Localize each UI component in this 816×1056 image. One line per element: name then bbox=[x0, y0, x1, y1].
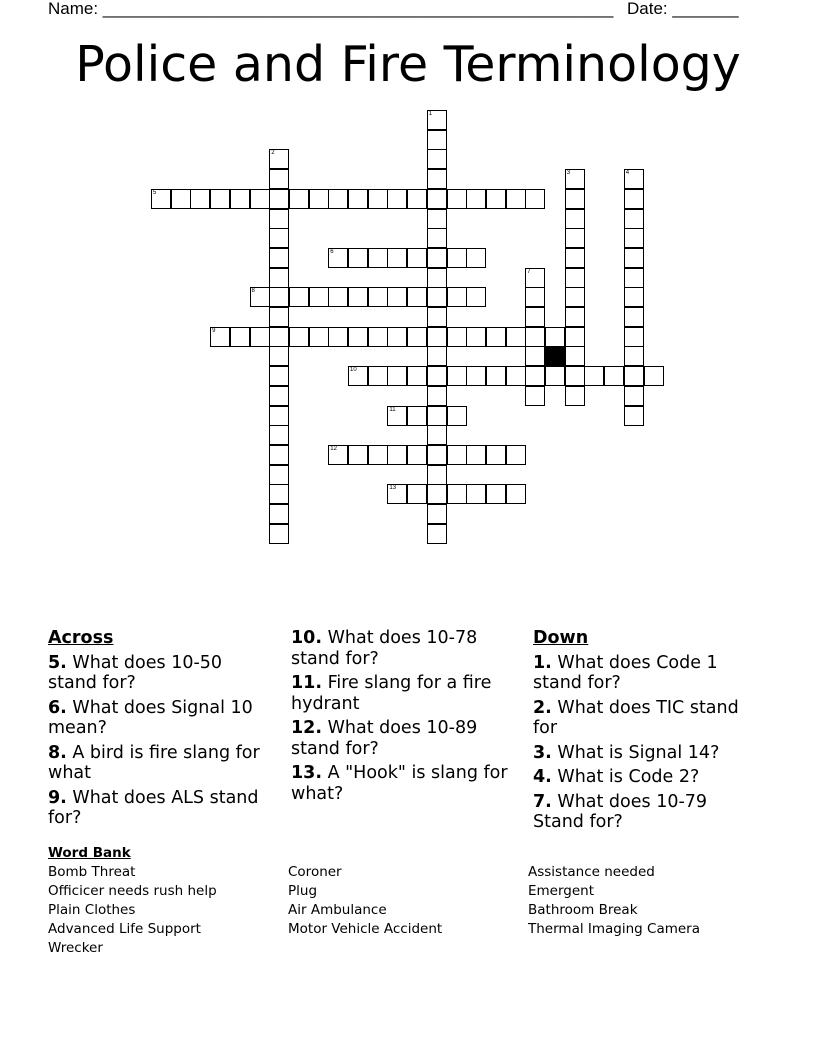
grid-cell[interactable] bbox=[466, 327, 486, 347]
grid-cell[interactable] bbox=[269, 307, 289, 327]
grid-cell[interactable] bbox=[407, 406, 427, 426]
grid-cell[interactable] bbox=[565, 169, 585, 189]
clue-number: 10 bbox=[350, 367, 357, 374]
grid-cell[interactable] bbox=[387, 287, 407, 307]
clue-item-text: What does Signal 10 mean? bbox=[48, 697, 253, 738]
grid-cell[interactable] bbox=[427, 307, 447, 327]
grid-cell[interactable] bbox=[171, 189, 191, 209]
clue-item-number: 8. bbox=[48, 742, 67, 763]
grid-cell[interactable] bbox=[486, 366, 506, 386]
grid-cell[interactable] bbox=[328, 189, 348, 209]
word-bank-item: Assistance needed bbox=[528, 864, 655, 880]
clue-item-text: Fire slang for a fire hydrant bbox=[291, 673, 492, 714]
grid-cell[interactable] bbox=[387, 327, 407, 347]
grid-cell[interactable] bbox=[427, 189, 447, 209]
grid-cell[interactable] bbox=[269, 386, 289, 406]
grid-cell[interactable] bbox=[230, 327, 250, 347]
grid-cell[interactable] bbox=[309, 327, 329, 347]
grid-cell[interactable] bbox=[427, 524, 447, 544]
grid-cell[interactable] bbox=[486, 189, 506, 209]
grid-cell[interactable] bbox=[269, 425, 289, 445]
word-bank-item: Motor Vehicle Accident bbox=[288, 921, 443, 937]
clue-number: 9 bbox=[212, 327, 216, 334]
grid-cell[interactable] bbox=[427, 327, 447, 347]
clue-item-number: 9. bbox=[48, 787, 67, 808]
grid-cell[interactable] bbox=[624, 346, 644, 366]
clue-item bbox=[48, 698, 276, 739]
grid-cell[interactable] bbox=[427, 484, 447, 504]
word-bank-item: Plug bbox=[288, 883, 318, 899]
grid-cell[interactable] bbox=[368, 248, 388, 268]
grid-cell[interactable] bbox=[624, 386, 644, 406]
clue-number: 8 bbox=[251, 288, 255, 295]
grid-cell[interactable] bbox=[624, 287, 644, 307]
word-bank-item: Advanced Life Support bbox=[48, 921, 201, 937]
grid-cell[interactable] bbox=[151, 189, 171, 209]
clue-item-text: What does 10-78 stand for? bbox=[291, 628, 478, 669]
grid-cell[interactable] bbox=[269, 209, 289, 229]
clue-number: 6 bbox=[330, 248, 334, 255]
clue-item-text: What does 10-79 Stand for? bbox=[533, 791, 708, 832]
clue-item-number: 1. bbox=[533, 652, 552, 673]
grid-cell[interactable] bbox=[348, 248, 368, 268]
clue-item bbox=[291, 718, 523, 759]
grid-cell[interactable] bbox=[269, 228, 289, 248]
down-clues bbox=[533, 628, 753, 837]
blocked-cell bbox=[545, 346, 565, 366]
grid-cell[interactable] bbox=[427, 406, 447, 426]
grid-cell[interactable] bbox=[427, 110, 447, 130]
grid-cell[interactable] bbox=[328, 445, 348, 465]
word-bank-title: Word Bank bbox=[48, 845, 131, 861]
grid-cell[interactable] bbox=[545, 366, 565, 386]
grid-cell[interactable] bbox=[269, 445, 289, 465]
grid-cell[interactable] bbox=[565, 366, 585, 386]
grid-cell[interactable] bbox=[269, 268, 289, 288]
grid-cell[interactable] bbox=[250, 189, 270, 209]
clue-item bbox=[291, 628, 523, 669]
clue-item-text: What is Signal 14? bbox=[551, 742, 720, 763]
grid-cell[interactable] bbox=[525, 268, 545, 288]
grid-cell[interactable] bbox=[506, 445, 526, 465]
grid-cell[interactable] bbox=[368, 287, 388, 307]
grid-cell[interactable] bbox=[269, 346, 289, 366]
grid-cell[interactable] bbox=[348, 366, 368, 386]
word-bank-item: Bathroom Break bbox=[528, 902, 638, 918]
grid-cell[interactable] bbox=[269, 504, 289, 524]
grid-cell[interactable] bbox=[624, 268, 644, 288]
across-clue-list bbox=[48, 653, 276, 829]
grid-cell[interactable] bbox=[506, 327, 526, 347]
clue-item-text: What is Code 2? bbox=[551, 767, 700, 787]
grid-cell[interactable] bbox=[250, 327, 270, 347]
clue-number: 1 bbox=[428, 111, 433, 117]
name-line[interactable]: Name: ______________________________________________________ bbox=[48, 0, 614, 18]
grid-cell[interactable] bbox=[328, 287, 348, 307]
clue-item-number: 7. bbox=[533, 791, 552, 812]
grid-cell[interactable] bbox=[427, 346, 447, 366]
grid-cell[interactable] bbox=[565, 268, 585, 288]
grid-cell[interactable] bbox=[506, 484, 526, 504]
grid-cell[interactable] bbox=[328, 248, 348, 268]
grid-cell[interactable] bbox=[624, 228, 644, 248]
grid-cell[interactable] bbox=[427, 287, 447, 307]
grid-cell[interactable] bbox=[447, 287, 467, 307]
grid-cell[interactable] bbox=[348, 287, 368, 307]
clue-item bbox=[533, 653, 753, 694]
grid-cell[interactable] bbox=[427, 228, 447, 248]
grid-cell[interactable] bbox=[624, 248, 644, 268]
clue-number: 4 bbox=[625, 170, 630, 177]
clue-number: 5 bbox=[153, 189, 157, 196]
grid-cell[interactable] bbox=[368, 445, 388, 465]
grid-cell[interactable] bbox=[565, 386, 585, 406]
grid-cell[interactable] bbox=[427, 248, 447, 268]
grid-cell[interactable] bbox=[565, 346, 585, 366]
word-bank-item: Bomb Threat bbox=[48, 864, 136, 880]
grid-cell[interactable] bbox=[387, 406, 407, 426]
grid-cell[interactable] bbox=[289, 327, 309, 347]
down-heading: Down bbox=[533, 628, 589, 648]
grid-cell[interactable] bbox=[466, 287, 486, 307]
grid-cell[interactable] bbox=[447, 189, 467, 209]
clue-item-number: 13. bbox=[291, 763, 323, 783]
clue-item-number: 5. bbox=[48, 652, 67, 673]
grid-cell[interactable] bbox=[486, 445, 506, 465]
grid-cell[interactable] bbox=[387, 484, 407, 504]
grid-cell[interactable] bbox=[269, 465, 289, 485]
grid-cell[interactable] bbox=[427, 465, 447, 485]
word-bank-item: Air Ambulance bbox=[288, 902, 387, 918]
across-clues-continued bbox=[291, 628, 523, 808]
grid-cell[interactable] bbox=[565, 287, 585, 307]
grid-cell[interactable] bbox=[447, 248, 467, 268]
grid-cell[interactable] bbox=[525, 287, 545, 307]
grid-cell[interactable] bbox=[269, 327, 289, 347]
grid-cell[interactable] bbox=[210, 327, 230, 347]
clue-number: 13 bbox=[389, 485, 397, 492]
grid-cell[interactable] bbox=[565, 327, 585, 347]
grid-cell[interactable] bbox=[387, 189, 407, 209]
grid-cell[interactable] bbox=[624, 189, 644, 209]
grid-cell[interactable] bbox=[309, 189, 329, 209]
grid-cell[interactable] bbox=[348, 327, 368, 347]
clue-item bbox=[291, 673, 523, 714]
grid-cell[interactable] bbox=[604, 366, 624, 386]
grid-cell[interactable] bbox=[309, 287, 329, 307]
grid-cell[interactable] bbox=[624, 169, 644, 189]
clue-item-number: 2. bbox=[533, 697, 552, 718]
clue-item bbox=[533, 698, 753, 739]
down-clue-list bbox=[533, 653, 753, 833]
grid-cell[interactable] bbox=[447, 445, 467, 465]
clue-item bbox=[533, 767, 753, 788]
grid-cell[interactable] bbox=[427, 169, 447, 189]
grid-cell[interactable] bbox=[427, 209, 447, 229]
grid-cell[interactable] bbox=[525, 307, 545, 327]
grid-cell[interactable] bbox=[407, 366, 427, 386]
grid-cell[interactable] bbox=[348, 445, 368, 465]
grid-cell[interactable] bbox=[466, 189, 486, 209]
grid-cell[interactable] bbox=[466, 366, 486, 386]
across-heading: Across bbox=[48, 628, 114, 648]
grid-cell[interactable] bbox=[269, 248, 289, 268]
grid-cell[interactable] bbox=[427, 366, 447, 386]
clue-item-number: 11. bbox=[291, 673, 323, 693]
clue-item bbox=[48, 743, 276, 784]
grid-cell[interactable] bbox=[407, 189, 427, 209]
clue-item bbox=[48, 788, 276, 829]
grid-cell[interactable] bbox=[328, 327, 348, 347]
clue-item-number: 10. bbox=[291, 628, 323, 648]
grid-cell[interactable] bbox=[624, 406, 644, 426]
word-bank-column-3 bbox=[528, 863, 700, 939]
clue-number: 11 bbox=[389, 406, 396, 413]
grid-cell[interactable] bbox=[269, 366, 289, 386]
grid-cell[interactable] bbox=[427, 268, 447, 288]
grid-cell[interactable] bbox=[269, 287, 289, 307]
grid-cell[interactable] bbox=[624, 366, 644, 386]
clue-item-number: 6. bbox=[48, 697, 67, 718]
grid-cell[interactable] bbox=[565, 209, 585, 229]
grid-cell[interactable] bbox=[466, 484, 486, 504]
clue-item bbox=[533, 743, 753, 764]
across-clue-list-continued bbox=[291, 628, 523, 804]
grid-cell[interactable] bbox=[250, 287, 270, 307]
clue-item-text: What does ALS stand for? bbox=[48, 787, 259, 828]
grid-cell[interactable] bbox=[387, 248, 407, 268]
clue-item-number: 3. bbox=[533, 742, 552, 763]
grid-cell[interactable] bbox=[565, 189, 585, 209]
grid-cell[interactable] bbox=[624, 307, 644, 327]
grid-cell[interactable] bbox=[210, 189, 230, 209]
grid-cell[interactable] bbox=[545, 327, 565, 347]
grid-cell[interactable] bbox=[269, 189, 289, 209]
grid-cell[interactable] bbox=[427, 386, 447, 406]
grid-cell[interactable] bbox=[407, 484, 427, 504]
grid-cell[interactable] bbox=[447, 406, 467, 426]
grid-cell[interactable] bbox=[466, 248, 486, 268]
grid-cell[interactable] bbox=[368, 366, 388, 386]
grid-cell[interactable] bbox=[525, 386, 545, 406]
grid-cell[interactable] bbox=[230, 189, 250, 209]
grid-cell[interactable] bbox=[348, 189, 368, 209]
clue-item-text: A bird is fire slang for what bbox=[48, 742, 260, 783]
clue-item-text: What does TIC stand for bbox=[533, 697, 739, 738]
grid-cell[interactable] bbox=[466, 445, 486, 465]
grid-cell[interactable] bbox=[506, 189, 526, 209]
grid-cell[interactable] bbox=[407, 445, 427, 465]
clue-item-text: What does Code 1 stand for? bbox=[533, 652, 718, 693]
grid-cell[interactable] bbox=[486, 484, 506, 504]
clue-item-text: A "Hook" is slang for what? bbox=[291, 763, 508, 804]
clue-number: 7 bbox=[527, 268, 531, 275]
grid-cell[interactable] bbox=[269, 169, 289, 189]
clue-item bbox=[291, 763, 523, 804]
date-line[interactable]: Date: _______ bbox=[627, 0, 739, 18]
clue-number: 12 bbox=[330, 445, 337, 452]
grid-cell[interactable] bbox=[387, 445, 407, 465]
grid-cell[interactable] bbox=[407, 287, 427, 307]
grid-cell[interactable] bbox=[368, 327, 388, 347]
clue-item-number: 4. bbox=[533, 767, 552, 787]
grid-cell[interactable] bbox=[486, 327, 506, 347]
across-clues bbox=[48, 628, 276, 833]
page-title: Police and Fire Terminology bbox=[75, 36, 741, 93]
clue-item-text: What does 10-89 stand for? bbox=[291, 718, 478, 759]
grid-cell[interactable] bbox=[506, 366, 526, 386]
grid-cell[interactable] bbox=[289, 189, 309, 209]
clue-item-number: 12. bbox=[291, 718, 323, 738]
grid-cell[interactable] bbox=[525, 189, 545, 209]
clue-number: 3 bbox=[566, 170, 571, 177]
grid-cell[interactable] bbox=[565, 248, 585, 268]
grid-cell[interactable] bbox=[407, 327, 427, 347]
grid-cell[interactable] bbox=[269, 149, 289, 169]
grid-cell[interactable] bbox=[269, 524, 289, 544]
word-bank-column-2 bbox=[288, 863, 442, 939]
grid-cell[interactable] bbox=[525, 327, 545, 347]
clue-item bbox=[48, 653, 276, 694]
word-bank-item: Coroner bbox=[288, 864, 342, 880]
grid-cell[interactable] bbox=[427, 130, 447, 150]
grid-cell[interactable] bbox=[190, 189, 210, 209]
grid-cell[interactable] bbox=[584, 366, 604, 386]
grid-cell[interactable] bbox=[565, 228, 585, 248]
word-bank-item: Officicer needs rush help bbox=[48, 883, 217, 899]
clue-number: 2 bbox=[271, 150, 275, 157]
grid-cell[interactable] bbox=[407, 248, 427, 268]
word-bank-item: Plain Clothes bbox=[48, 902, 136, 918]
clue-item bbox=[533, 792, 753, 833]
grid-cell[interactable] bbox=[447, 327, 467, 347]
grid-cell[interactable] bbox=[525, 366, 545, 386]
grid-cell[interactable] bbox=[565, 307, 585, 327]
grid-cell[interactable] bbox=[447, 484, 467, 504]
grid-cell[interactable] bbox=[427, 504, 447, 524]
grid-cell[interactable] bbox=[289, 287, 309, 307]
grid-cell[interactable] bbox=[447, 366, 467, 386]
grid-cell[interactable] bbox=[269, 406, 289, 426]
grid-cell[interactable] bbox=[269, 484, 289, 504]
grid-cell[interactable] bbox=[387, 366, 407, 386]
grid-cell[interactable] bbox=[427, 149, 447, 169]
grid-cell[interactable] bbox=[427, 425, 447, 445]
grid-cell[interactable] bbox=[368, 189, 388, 209]
grid-cell[interactable] bbox=[644, 366, 664, 386]
word-bank-item: Emergent bbox=[528, 883, 595, 899]
grid-cell[interactable] bbox=[624, 327, 644, 347]
grid-cell[interactable] bbox=[525, 346, 545, 366]
grid-cell[interactable] bbox=[427, 445, 447, 465]
word-bank-item: Thermal Imaging Camera bbox=[528, 921, 701, 937]
word-bank-column-1 bbox=[48, 863, 217, 958]
word-bank-item: Wrecker bbox=[48, 940, 103, 956]
grid-cell[interactable] bbox=[624, 209, 644, 229]
clue-item-text: What does 10-50 stand for? bbox=[48, 652, 223, 693]
